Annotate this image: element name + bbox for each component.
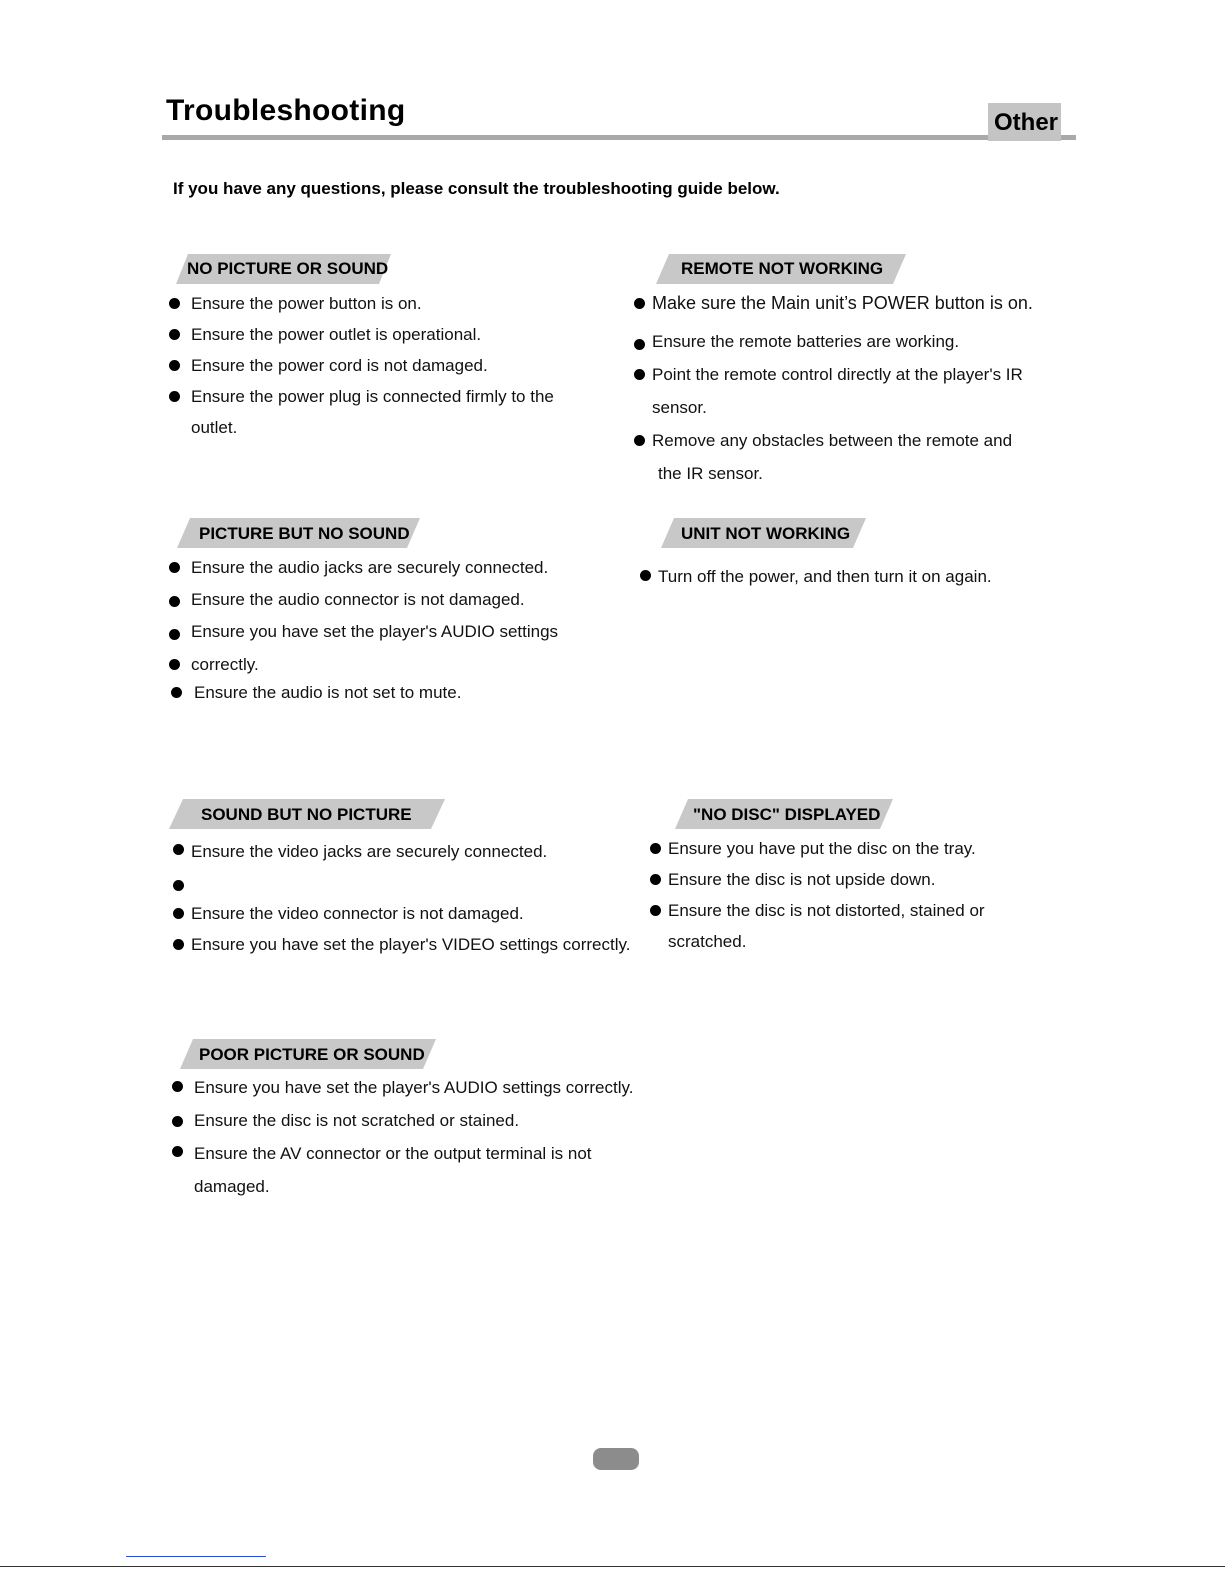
section-banner xyxy=(160,1039,650,1069)
bullet-icon xyxy=(173,939,184,950)
bullet-icon xyxy=(173,880,184,891)
bullet-icon xyxy=(640,570,651,581)
section-heading: REMOTE NOT WORKING xyxy=(681,259,884,278)
section-heading: UNIT NOT WORKING xyxy=(681,524,851,543)
section-heading: POOR PICTURE OR SOUND xyxy=(199,1045,425,1064)
bullet-icon xyxy=(650,874,661,885)
bullet-icon xyxy=(173,908,184,919)
list-item-continuation: scratched. xyxy=(668,932,747,951)
list-item: Ensure the remote batteries are working. xyxy=(628,325,1068,358)
list-item: Ensure the disc is not upside down. xyxy=(640,863,1060,894)
section-heading: PICTURE BUT NO SOUND xyxy=(199,524,410,543)
list-item: Ensure the video jacks are securely connected. xyxy=(160,835,640,866)
list-item-empty xyxy=(160,647,630,676)
section-no-disc-displayed xyxy=(640,799,1060,956)
section-banner xyxy=(160,518,630,548)
section-heading: NO PICTURE OR SOUND xyxy=(187,259,389,278)
list-item: Point the remote control directly at the player's IR xyxy=(628,358,1068,391)
bullet-icon xyxy=(169,391,180,402)
list-item: Ensure the audio connector is not damaged. xyxy=(160,583,630,615)
list-item: Ensure the video connector is not damaged. xyxy=(160,897,640,928)
list-item: Ensure the power cord is not damaged. xyxy=(160,349,620,380)
list-item-continuation: outlet. xyxy=(191,418,238,437)
bullet-icon xyxy=(634,435,645,446)
footer-link-underline xyxy=(126,1556,266,1557)
list-item: Ensure the disc is not distorted, stained or xyxy=(640,894,1060,925)
list-item: Ensure the power button is on. xyxy=(160,287,620,318)
list-item: Ensure the power plug is connected firmly to the xyxy=(160,380,620,411)
section-banner xyxy=(160,799,640,829)
list-item: Ensure you have set the player's AUDIO settings correctly. xyxy=(160,1071,650,1104)
section-picture-but-no-sound xyxy=(160,518,630,708)
section-banner xyxy=(628,254,1068,284)
bullet-icon xyxy=(169,629,180,640)
list-item-empty xyxy=(160,866,640,897)
list-item-continuation: sensor. xyxy=(652,398,707,417)
bullet-icon xyxy=(650,905,661,916)
footer-rule xyxy=(0,1566,1225,1567)
bullet-icon xyxy=(169,360,180,371)
bullet-icon xyxy=(169,659,180,670)
bullet-icon xyxy=(172,1116,183,1127)
list-item: Ensure you have put the disc on the tray. xyxy=(640,832,1060,863)
section-heading: "NO DISC" DISPLAYED xyxy=(693,805,881,824)
bullet-icon xyxy=(650,843,661,854)
list-item: Make sure the Main unit’s POWER button is on. xyxy=(628,287,1068,325)
bullet-icon xyxy=(634,298,645,309)
page-title: Troubleshooting xyxy=(166,94,406,127)
bullet-icon xyxy=(171,687,182,698)
bullet-icon xyxy=(169,298,180,309)
section-banner xyxy=(628,518,1068,548)
section-tab: Other xyxy=(988,103,1061,141)
list-item: Ensure the audio is not set to mute. xyxy=(160,676,630,708)
section-banner xyxy=(160,254,620,284)
bullet-icon xyxy=(169,562,180,573)
bullet-icon xyxy=(172,1146,183,1157)
list-item: Ensure the power outlet is operational. xyxy=(160,318,620,349)
bullet-icon xyxy=(634,339,645,350)
list-item: Turn off the power, and then turn it on again. xyxy=(628,560,1068,593)
page-number-badge xyxy=(593,1448,639,1470)
section-heading: SOUND BUT NO PICTURE xyxy=(201,805,412,824)
section-banner xyxy=(640,799,1060,829)
intro-text: If you have any questions, please consult the troubleshooting guide below. xyxy=(173,179,780,198)
section-remote-not-working xyxy=(628,254,1068,490)
list-item-continuation: the IR sensor. xyxy=(658,464,763,483)
list-item: Ensure you have set the player's VIDEO settings correctly. xyxy=(160,928,640,959)
section-poor-picture-or-sound xyxy=(160,1039,650,1203)
bullet-icon xyxy=(169,596,180,607)
list-item: Ensure the disc is not scratched or stained. xyxy=(160,1104,650,1137)
section-unit-not-working xyxy=(628,518,1068,593)
list-item: Ensure the audio jacks are securely connected. xyxy=(160,551,630,583)
list-item: Ensure the AV connector or the output terminal is not xyxy=(160,1137,650,1170)
list-item: Remove any obstacles between the remote and xyxy=(628,424,1068,457)
bullet-icon xyxy=(169,329,180,340)
bullet-icon xyxy=(634,369,645,380)
list-item: Ensure you have set the player's AUDIO settings correctly. xyxy=(160,615,630,647)
bullet-icon xyxy=(172,1081,183,1092)
title-rule xyxy=(162,135,1076,140)
list-item-continuation: damaged. xyxy=(194,1177,270,1196)
bullet-icon xyxy=(173,844,184,855)
section-no-picture-or-sound xyxy=(160,254,620,442)
section-sound-but-no-picture xyxy=(160,799,640,959)
